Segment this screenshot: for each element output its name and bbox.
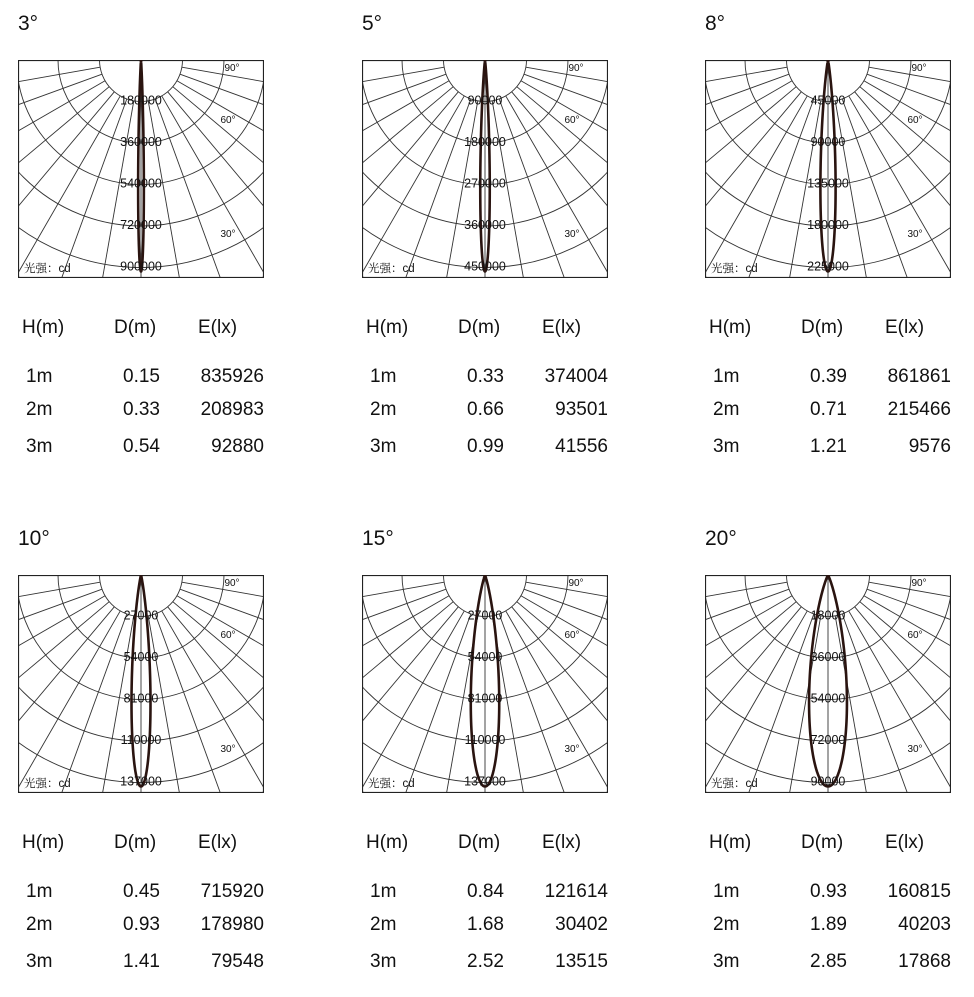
table-cell: 0.71 <box>810 399 847 420</box>
radial-tick-label: 110000 <box>120 733 162 747</box>
polar-spoke <box>362 67 444 164</box>
polar-spoke <box>855 607 951 793</box>
table-cell: 0.33 <box>123 399 160 420</box>
table-cell: 0.33 <box>467 366 504 387</box>
illuminance-table-row <box>22 436 268 462</box>
polar-spoke <box>18 582 100 679</box>
illuminance-table-row <box>22 914 268 940</box>
table-cell: 1.89 <box>810 914 847 935</box>
polar-spoke <box>705 67 787 164</box>
table-header-cell: H(m) <box>366 832 409 853</box>
illuminance-table-header <box>22 317 268 343</box>
polar-spoke <box>521 596 608 793</box>
angle-tick-label: 30° <box>220 744 236 755</box>
illuminance-table-row <box>366 436 612 462</box>
illuminance-table-row <box>366 881 612 907</box>
polar-spoke <box>155 614 264 793</box>
table-cell: 208983 <box>200 399 264 420</box>
polar-spoke <box>835 616 932 793</box>
polar-chart-panel <box>362 12 662 482</box>
table-cell: 1m <box>713 366 740 387</box>
table-header-cell: D(m) <box>458 832 501 853</box>
polar-diagram <box>705 60 951 278</box>
polar-spoke <box>842 614 951 793</box>
polar-spoke <box>842 99 951 278</box>
polar-spoke <box>148 616 245 793</box>
table-cell: 0.99 <box>467 436 504 457</box>
radial-tick-label: 54000 <box>810 691 846 706</box>
table-cell: 92880 <box>211 436 264 457</box>
polar-spoke <box>362 582 444 679</box>
polar-spoke <box>705 607 801 793</box>
beam-angle-title: 20° <box>705 527 737 550</box>
beam-angle-title: 3° <box>18 12 39 35</box>
polar-chart-panel <box>362 527 662 997</box>
polar-spoke <box>18 92 114 278</box>
angle-tick-label: 60° <box>220 630 236 641</box>
table-header-cell: D(m) <box>114 832 157 853</box>
radial-tick-label: 45000 <box>810 93 846 108</box>
illuminance-table-row <box>22 951 268 977</box>
table-cell: 835926 <box>200 366 264 387</box>
table-cell: 0.93 <box>123 914 160 935</box>
polar-spoke <box>499 614 608 793</box>
table-header-cell: D(m) <box>458 317 501 338</box>
angle-tick-label: 30° <box>564 229 580 240</box>
illuminance-table-row <box>22 881 268 907</box>
polar-spoke <box>855 92 951 278</box>
table-cell: 13515 <box>555 951 608 972</box>
table-cell: 2m <box>370 399 397 420</box>
table-cell: 121614 <box>544 881 608 902</box>
radial-tick-label: 36000 <box>810 650 846 664</box>
angle-tick-label: 60° <box>564 115 580 126</box>
illuminance-table-row <box>366 366 612 392</box>
polar-spoke <box>362 92 458 278</box>
radial-tick-label: 180000 <box>120 93 162 108</box>
table-cell: 41556 <box>555 436 608 457</box>
table-cell: 1m <box>713 881 740 902</box>
table-cell: 0.45 <box>123 881 160 902</box>
radial-tick-label: 360000 <box>120 135 162 149</box>
illuminance-table-header <box>366 317 612 343</box>
polar-spoke <box>18 99 127 278</box>
polar-spoke <box>168 92 264 278</box>
polar-spoke <box>705 582 787 679</box>
beam-angle-title: 5° <box>362 12 383 35</box>
intensity-unit-label: 光强：cd <box>24 263 71 275</box>
table-cell: 3m <box>713 951 740 972</box>
angle-tick-label: 90° <box>568 63 584 74</box>
angle-tick-label: 60° <box>220 115 236 126</box>
radial-tick-label: 90000 <box>467 93 503 108</box>
polar-spoke <box>512 607 608 793</box>
table-cell: 30402 <box>555 914 608 935</box>
radial-tick-label: 540000 <box>120 176 162 191</box>
polar-diagram <box>705 575 951 793</box>
table-cell: 715920 <box>200 881 264 902</box>
polar-spoke <box>362 607 458 793</box>
polar-spoke <box>18 67 100 164</box>
table-cell: 1m <box>370 366 397 387</box>
polar-spoke <box>168 607 264 793</box>
illuminance-table-header <box>709 832 955 858</box>
table-cell: 17868 <box>898 951 951 972</box>
table-cell: 2m <box>713 914 740 935</box>
polar-spoke <box>18 596 105 793</box>
table-header-cell: E(lx) <box>198 317 238 338</box>
table-cell: 79548 <box>211 951 264 972</box>
radial-tick-label: 225000 <box>807 259 849 274</box>
table-header-cell: E(lx) <box>885 832 925 853</box>
polar-spoke <box>18 81 105 278</box>
table-header-cell: H(m) <box>22 317 65 338</box>
illuminance-table-row <box>709 366 955 392</box>
polar-chart-panel <box>18 12 318 482</box>
polar-spoke <box>705 99 814 278</box>
table-cell: 0.54 <box>123 436 160 457</box>
table-cell: 160815 <box>887 881 951 902</box>
illuminance-table-row <box>366 399 612 425</box>
radial-tick-label: 81000 <box>467 691 503 706</box>
polar-spoke <box>362 81 449 278</box>
polar-spoke <box>362 99 471 278</box>
radial-tick-label: 180000 <box>464 135 506 149</box>
radial-tick-label: 81000 <box>123 691 159 706</box>
angle-tick-label: 60° <box>907 115 923 126</box>
table-cell: 215466 <box>887 399 951 420</box>
polar-spoke <box>705 596 792 793</box>
polar-spoke <box>705 81 792 278</box>
table-header-cell: E(lx) <box>198 832 238 853</box>
polar-spoke <box>705 92 801 278</box>
table-cell: 93501 <box>555 399 608 420</box>
table-cell: 1.41 <box>123 951 160 972</box>
radial-tick-label: 137000 <box>120 774 162 789</box>
table-cell: 1.21 <box>810 436 847 457</box>
radial-tick-label: 27000 <box>123 608 159 623</box>
radial-tick-label: 137000 <box>464 774 506 789</box>
table-header-cell: E(lx) <box>885 317 925 338</box>
illuminance-table-row <box>709 436 955 462</box>
radial-tick-label: 720000 <box>120 218 162 232</box>
table-cell: 0.84 <box>467 881 504 902</box>
radial-tick-label: 72000 <box>810 733 846 747</box>
radial-tick-label: 450000 <box>464 259 506 274</box>
angle-tick-label: 90° <box>911 63 927 74</box>
table-cell: 2.52 <box>467 951 504 972</box>
illuminance-table-header <box>366 832 612 858</box>
radial-tick-label: 180000 <box>807 218 849 232</box>
polar-spoke <box>499 99 608 278</box>
radial-tick-label: 18000 <box>810 608 846 623</box>
polar-spoke <box>177 596 264 793</box>
radial-tick-label: 360000 <box>464 218 506 232</box>
polar-spoke <box>37 616 134 793</box>
table-cell: 861861 <box>887 366 951 387</box>
polar-diagram <box>18 60 264 278</box>
table-cell: 2m <box>26 399 53 420</box>
beam-angle-title: 10° <box>18 527 50 550</box>
radial-tick-label: 90000 <box>810 135 846 149</box>
table-cell: 1m <box>26 366 53 387</box>
table-cell: 1.68 <box>467 914 504 935</box>
polar-chart-panel <box>18 527 318 997</box>
table-cell: 2.85 <box>810 951 847 972</box>
polar-spoke <box>492 616 589 793</box>
table-header-cell: E(lx) <box>542 832 582 853</box>
table-header-cell: H(m) <box>709 317 752 338</box>
polar-diagram <box>362 575 608 793</box>
illuminance-table-header <box>709 317 955 343</box>
table-cell: 3m <box>713 436 740 457</box>
illuminance-table-header <box>22 832 268 858</box>
table-header-cell: D(m) <box>801 317 844 338</box>
polar-spoke <box>705 614 814 793</box>
intensity-unit-label: 光强：cd <box>711 778 758 790</box>
polar-spoke <box>18 614 127 793</box>
angle-tick-label: 30° <box>907 744 923 755</box>
angle-tick-label: 90° <box>224 578 240 589</box>
table-cell: 178980 <box>200 914 264 935</box>
table-cell: 9576 <box>908 436 951 457</box>
polar-spoke <box>362 614 471 793</box>
polar-chart-panel <box>705 527 974 997</box>
illuminance-table-row <box>22 399 268 425</box>
polar-diagram <box>18 575 264 793</box>
radial-tick-label: 90000 <box>810 774 846 789</box>
table-cell: 40203 <box>898 914 951 935</box>
table-cell: 2m <box>370 914 397 935</box>
polar-spoke <box>18 607 114 793</box>
table-header-cell: E(lx) <box>542 317 582 338</box>
radial-tick-label: 135000 <box>807 176 849 191</box>
angle-tick-label: 60° <box>907 630 923 641</box>
table-cell: 1m <box>26 881 53 902</box>
illuminance-table-row <box>366 914 612 940</box>
polar-spoke <box>835 101 932 278</box>
table-cell: 3m <box>26 951 53 972</box>
polar-spoke <box>148 101 245 278</box>
table-cell: 2m <box>26 914 53 935</box>
polar-spoke <box>864 596 951 793</box>
polar-spoke <box>521 81 608 278</box>
angle-tick-label: 90° <box>568 578 584 589</box>
illuminance-table-row <box>709 951 955 977</box>
angle-tick-label: 30° <box>220 229 236 240</box>
table-cell: 2m <box>713 399 740 420</box>
table-cell: 0.39 <box>810 366 847 387</box>
radial-tick-label: 270000 <box>464 176 506 191</box>
illuminance-table-row <box>709 881 955 907</box>
polar-spoke <box>362 596 449 793</box>
illuminance-table-row <box>709 914 955 940</box>
angle-tick-label: 30° <box>907 229 923 240</box>
polar-spoke <box>155 99 264 278</box>
intensity-unit-label: 光强：cd <box>24 778 71 790</box>
polar-diagram <box>362 60 608 278</box>
beam-angle-title: 15° <box>362 527 394 550</box>
beam-angle-title: 8° <box>705 12 726 35</box>
polar-spoke <box>724 616 821 793</box>
table-cell: 3m <box>26 436 53 457</box>
table-header-cell: H(m) <box>22 832 65 853</box>
table-cell: 0.15 <box>123 366 160 387</box>
radial-tick-label: 900000 <box>120 259 162 274</box>
table-cell: 1m <box>370 881 397 902</box>
polar-spoke <box>492 101 589 278</box>
illuminance-table-row <box>709 399 955 425</box>
table-header-cell: H(m) <box>366 317 409 338</box>
polar-spoke <box>381 616 478 793</box>
polar-spoke <box>512 92 608 278</box>
intensity-unit-label: 光强：cd <box>368 778 415 790</box>
illuminance-table-row <box>22 366 268 392</box>
angle-tick-label: 90° <box>224 63 240 74</box>
illuminance-table-row <box>366 951 612 977</box>
intensity-unit-label: 光强：cd <box>368 263 415 275</box>
table-header-cell: D(m) <box>114 317 157 338</box>
angle-tick-label: 90° <box>911 578 927 589</box>
table-cell: 0.66 <box>467 399 504 420</box>
table-header-cell: D(m) <box>801 832 844 853</box>
angle-tick-label: 30° <box>564 744 580 755</box>
polar-spoke <box>177 81 264 278</box>
intensity-unit-label: 光强：cd <box>711 263 758 275</box>
radial-tick-label: 27000 <box>467 608 503 623</box>
table-cell: 0.93 <box>810 881 847 902</box>
polar-spoke <box>864 81 951 278</box>
radial-tick-label: 54000 <box>123 650 159 664</box>
angle-tick-label: 60° <box>564 630 580 641</box>
table-header-cell: H(m) <box>709 832 752 853</box>
radial-tick-label: 54000 <box>467 650 503 664</box>
polar-chart-panel <box>705 12 974 482</box>
radial-tick-label: 110000 <box>464 733 506 747</box>
table-cell: 3m <box>370 951 397 972</box>
table-cell: 374004 <box>544 366 608 387</box>
table-cell: 3m <box>370 436 397 457</box>
